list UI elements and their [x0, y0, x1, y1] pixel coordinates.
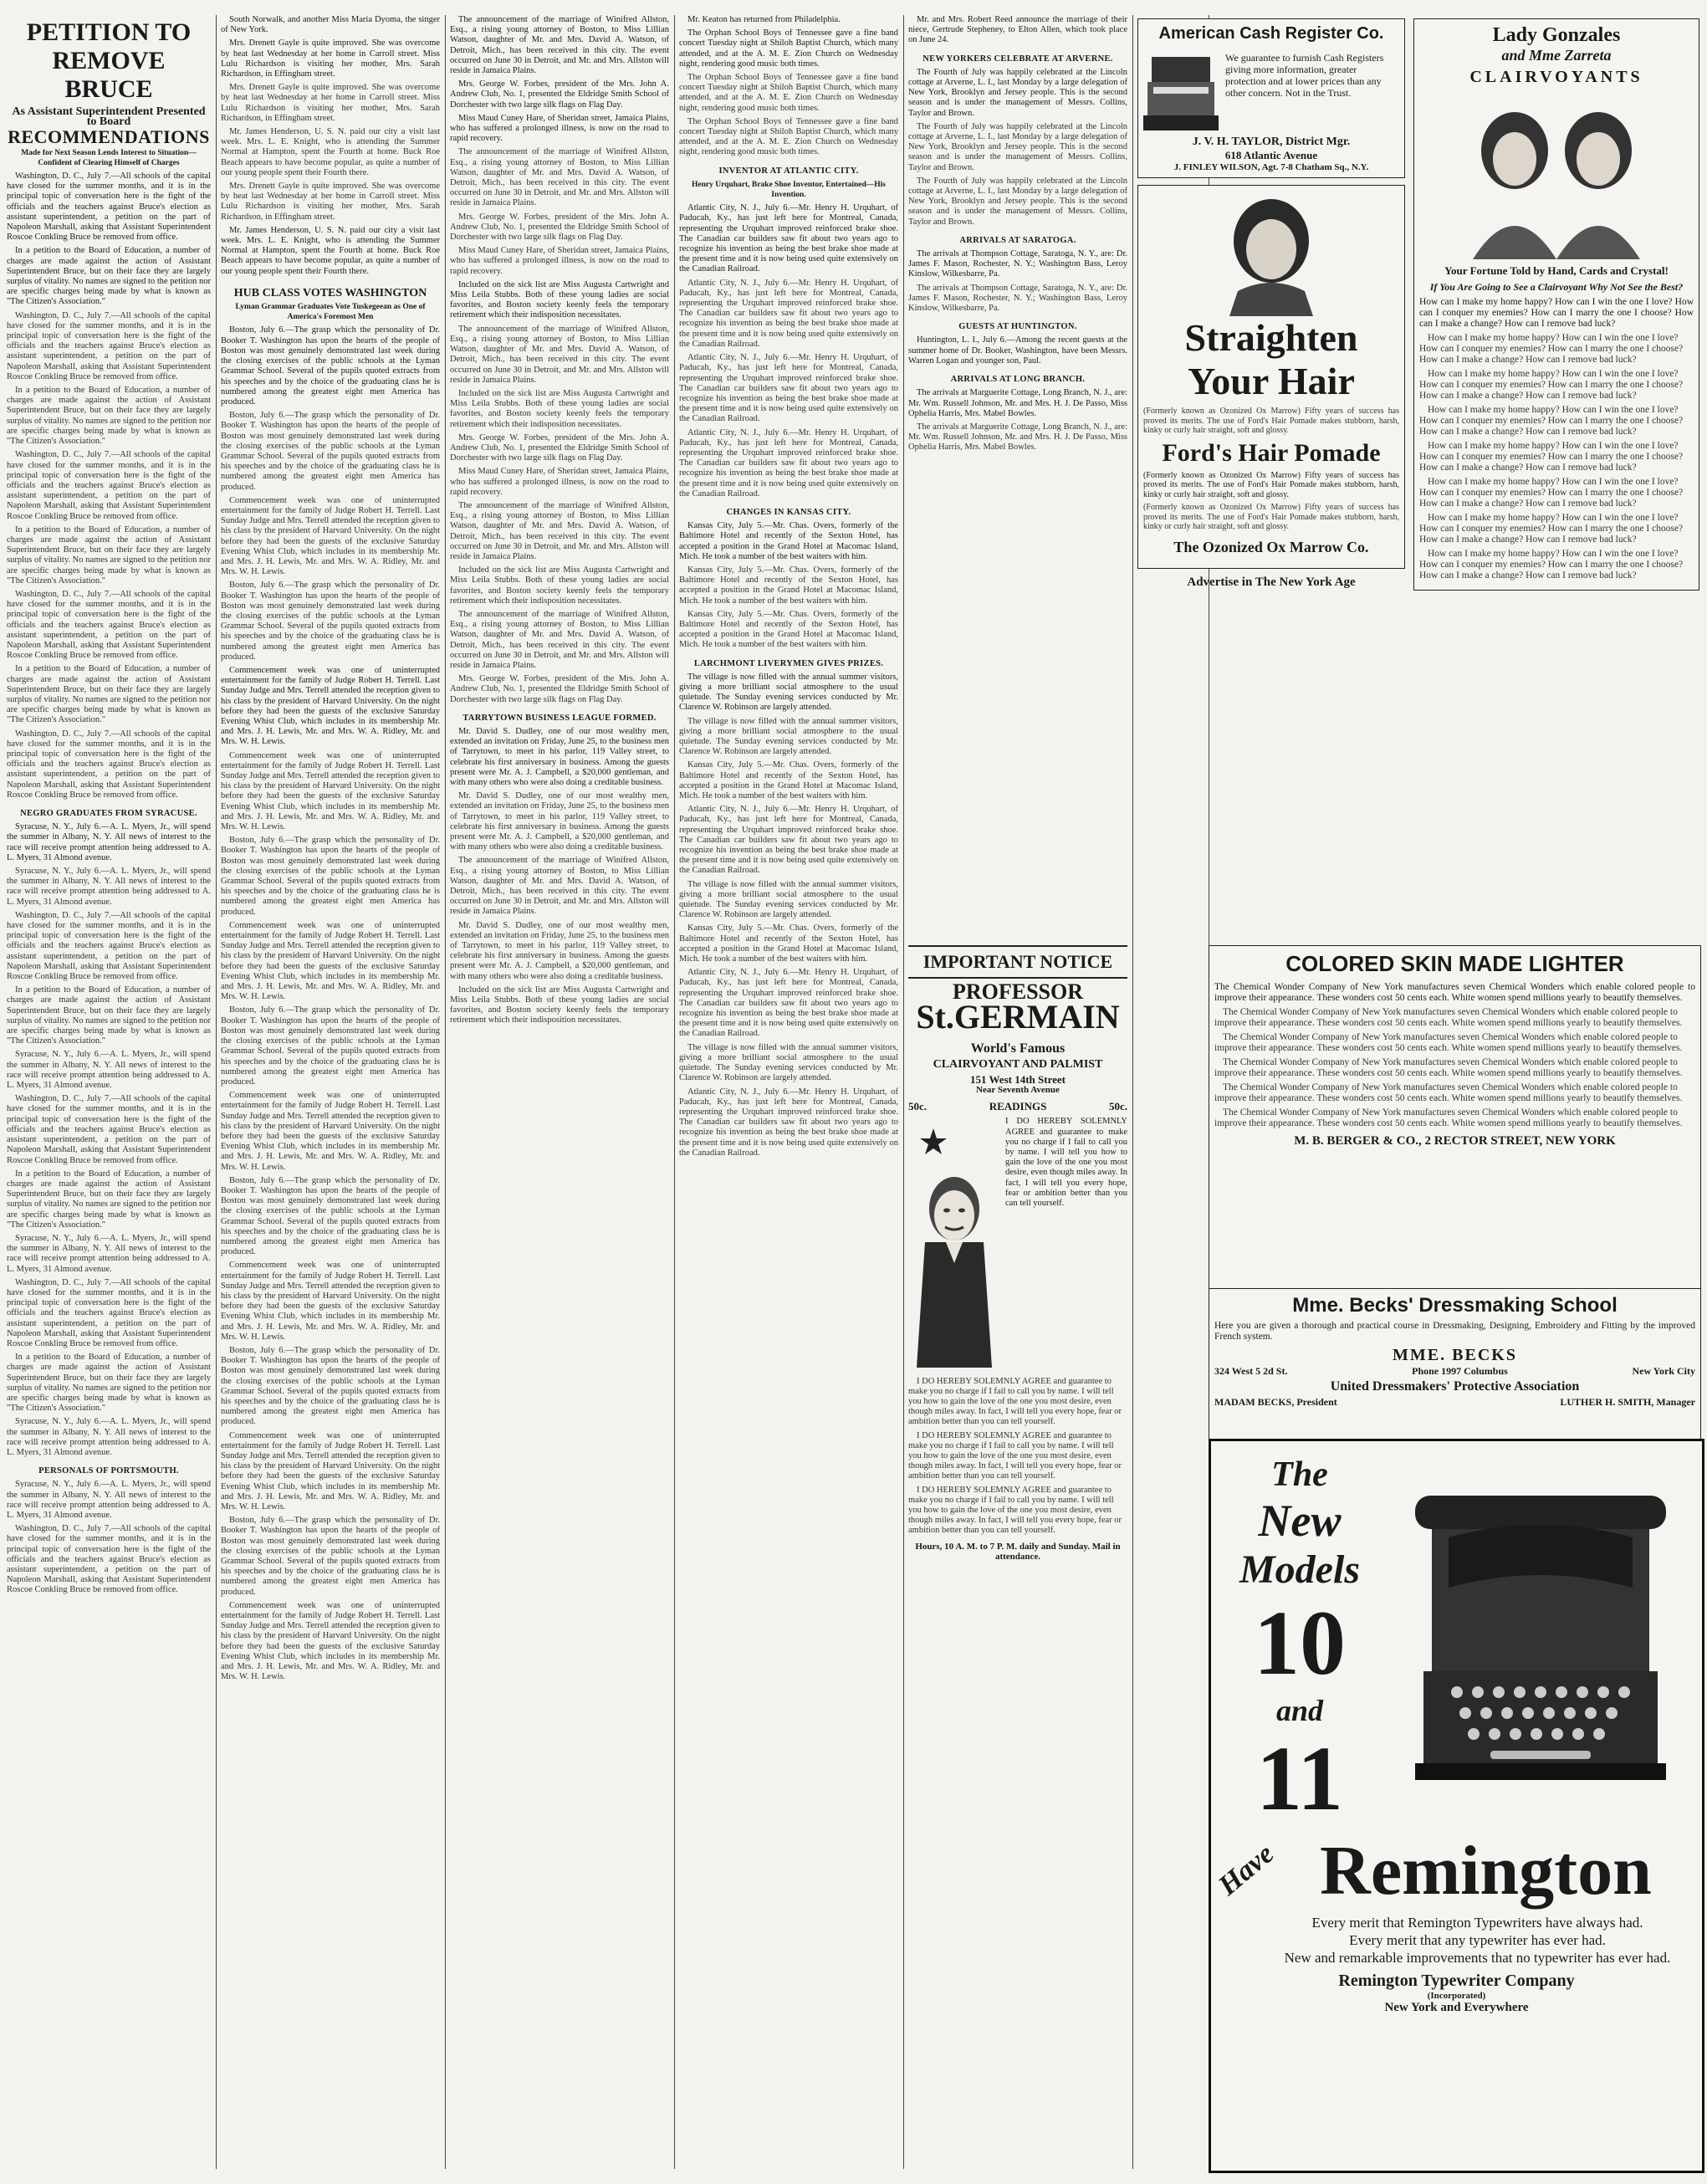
article-paragraph: Mrs. Drenett Gayle is quite improved. She was overcome by heat last Wednesday at her home in Carroll street. Miss Lulu Richardson is visiting her mother, Mrs. Sarah Richardson, in Effingham street.: [221, 83, 440, 123]
lady-gonzales-ad: [1413, 18, 1699, 591]
article-paragraph: Mr. David S. Dudley, one of our most wealthy men, extended an invitation on Friday, June 25, to the business men of Tarrytown, to meet in his parlor, 119 Valley street, to celebrate his first anniversary in business. Among the guests present were Mr. A. J. Campbell, a $20,000 gentleman, and with many others who were also doing a creditable business.: [450, 727, 669, 788]
article-paragraph: Washington, D. C., July 7.—All schools of the capital have closed for the summer months, and it is in the principal topic of conversation here is the fight of the officials and the teachers against Bruce's election as assistant superintendent, a petition on the part of Napoleon Marshall, asking that Assistant Superintendent Roscoe Conkling Bruce be removed from office.: [7, 729, 211, 800]
article-paragraph: The village is now filled with the annual summer visitors, giving a more brilliant social atmosphere to the usual quietude. The Sunday evening services conducted by Mr. Clarence W. Robinson are largely attended.: [679, 879, 898, 920]
skin-paragraph: The Chemical Wonder Company of New York manufactures seven Chemical Wonders which enable colored people to improve their appearance. These wonders cost 50 cents each. White women spend millions yearly to beautify themselves.: [1214, 1057, 1683, 1078]
notice-tag-1: World's Famous: [970, 1041, 1066, 1056]
st-germain-notice: [908, 945, 1127, 2166]
skin-paragraph: The Chemical Wonder Company of New York manufactures seven Chemical Wonders which enable colored people to improve their appearance. These wonders cost 50 cents each. White women spend millions yearly to beautify themselves.: [1214, 1007, 1683, 1028]
cash-register-agent: J. FINLEY WILSON, Agt. 7-8 Chatham Sq., N.Y.: [1173, 162, 1369, 172]
becks-manager: LUTHER H. SMITH, Manager: [1560, 1396, 1695, 1408]
becks-address-row: [1214, 1365, 1695, 1378]
straighten-hair-title: Straighten Your Hair: [1184, 316, 1358, 402]
article-paragraph: The arrivals at Thompson Cottage, Saratoga, N. Y., are: Dr. James F. Mason, Rochester, N. Y.; Washington Bass, Leroy Kinslow, Wilkesbarre, Pa.: [908, 249, 1127, 279]
skin-paragraph: The Chemical Wonder Company of New York manufactures seven Chemical Wonders which enable colored people to improve their appearance. These wonders cost 50 cents each. White women spend millions yearly to beautify themselves.: [1214, 1107, 1683, 1128]
lady-paragraph: How can I make my home happy? How can I win the one I love? How can I conquer my enemies? How can I marry the one I choose? How can I make a change? How can I remove bad luck?: [1419, 405, 1684, 437]
lady-paragraph: How can I make my home happy? How can I win the one I love? How can I conquer my enemies? How can I marry the one I choose? How can I make a change? How can I remove bad luck?: [1419, 333, 1684, 365]
article-headline: HUB CLASS VOTES WASHINGTON: [233, 286, 427, 299]
notice-price-right: 50c.: [1108, 1100, 1127, 1113]
article-paragraph: Atlantic City, N. J., July 6.—Mr. Henry H. Urquhart, of Paducah, Ky., has just left here for Montreal, Canada, representing the Urquhart improved reinforced brake shoe. The Canadian car builders saw fit about two years ago to recognize his invention as being the best brake shoe made at the present time and it is now being used quite extensively on the Canadian Railroad.: [679, 353, 898, 424]
article-paragraph: Washington, D. C., July 7.—All schools of the capital have closed for the summer months, and it is in the principal topic of conversation here is the fight of the officials and the teachers against Bruce's election as assistant superintendent, a petition on the part of Napoleon Marshall, asking that Assistant Superintendent Roscoe Conkling Bruce be removed from office.: [7, 171, 211, 243]
remington-new: New: [1258, 1496, 1342, 1546]
remington-10: 10: [1254, 1592, 1346, 1694]
column-rule: [1132, 15, 1133, 2169]
becks-address: 324 West 5 2d St.: [1214, 1365, 1288, 1377]
skin-title: COLORED SKIN MADE LIGHTER: [1285, 951, 1624, 976]
article-paragraph: Mr. James Henderson, U. S. N. paid our city a visit last week. Mrs. L. E. Knight, who is attending the Summer Normal at Hampton, spent the Fourth at home. Buck Roe Beach appears to have become popular, as quite a number of our young people spent their Fourth there.: [221, 225, 440, 276]
article-paragraph: Mrs. George W. Forbes, president of the Mrs. John A. Andrew Club, No. 1, presented the Eldridge Smith School of Dorchester with two large silk flags on Flag Day.: [450, 79, 669, 110]
becks-ad: [1209, 1288, 1701, 1442]
article-paragraph: Miss Maud Cuney Hare, of Sheridan street, Jamaica Plains, who has suffered a prolonged illness, is now on the road to rapid recovery.: [450, 246, 669, 276]
article-paragraph: The village is now filled with the annual summer visitors, giving a more brilliant social atmosphere to the usual quietude. The Sunday evening services conducted by Mr. Clarence W. Robinson are largely attended.: [679, 716, 898, 757]
article-paragraph: Commencement week was one of uninterrupted entertainment for the family of Judge Robert H. Terrell. Last Sunday Judge and Mrs. Terrell attended the reception given to his class by the president of Harvard University. On the night before they had been the guests of the exclusive Saturday Evening Whist Club, which includes in its membership Mr. and Mrs. J. H. Lewis, Mr. and Mrs. W. A. Ridley, Mr. and Mrs. W. H. Lewis.: [221, 1600, 440, 1682]
two-women-image: [1419, 92, 1694, 259]
article-paragraph: Boston, July 6.—The grasp which the personality of Dr. Booker T. Washington has upon the hearts of the people of Boston was most genuinely demonstrated last week during the closing exercises of the public schools at the Lyman Grammar School. Several of the pupils quoted extracts from his speeches and by the choice of the graduating class he is numbered among the greatest eight men America has produced.: [221, 1516, 440, 1597]
lady-paragraph: How can I make my home happy? How can I win the one I love? How can I conquer my enemies? How can I marry the one I choose? How can I make a change? How can I remove bad luck?: [1419, 549, 1684, 581]
article-paragraph: Atlantic City, N. J., July 6.—Mr. Henry H. Urquhart, of Paducah, Ky., has just left here for Montreal, Canada, representing the Urquhart improved reinforced brake shoe. The Canadian car builders saw fit about two years ago to recognize his invention as being the best brake shoe made at the present time and it is now being used quite extensively on the Canadian Railroad.: [679, 1087, 898, 1158]
article-paragraph: The village is now filled with the annual summer visitors, giving a more brilliant social atmosphere to the usual quietude. The Sunday evening services conducted by Mr. Clarence W. Robinson are largely attended.: [679, 672, 898, 713]
article-paragraph: Washington, D. C., July 7.—All schools of the capital have closed for the summer months, and it is in the principal topic of conversation here is the fight of the officials and the teachers against Bruce's election as assistant superintendent, a petition on the part of Napoleon Marshall, asking that Assistant Superintendent Roscoe Conkling Bruce be removed from office.: [7, 1524, 211, 1595]
becks-city: New York City: [1632, 1365, 1695, 1377]
article-deck: Henry Urquhart, Brake Shoe Inventor, Entertained—His Invention.: [692, 180, 886, 200]
becks-association: United Dressmakers' Protective Association: [1330, 1379, 1580, 1394]
section-head: ARRIVALS AT LONG BRANCH.: [950, 375, 1086, 385]
becks-phone: Phone 1997 Columbus: [1412, 1365, 1508, 1377]
article-paragraph: Huntington, L. I., July 6.—Among the recent guests at the summer home of Dr. Booker, Washington, have been Messrs. Warren Logan and younger son, Paul.: [908, 335, 1127, 366]
notice-readings: READINGS: [989, 1100, 1047, 1113]
article-paragraph: The announcement of the marriage of Winifred Allston, Esq., a rising young attorney of Boston, to Miss Lillian Watson, daughter of Mr. and Mrs. David A. Watson, of Detroit, Mich., has been received in this city. The event occurred on June 30 in Detroit, and Mr. and Mrs. Allston will reside in Jamaica Plains.: [450, 500, 669, 561]
article-paragraph: The announcement of the marriage of Winifred Allston, Esq., a rising young attorney of Boston, to Miss Lillian Watson, daughter of Mr. and Mrs. David A. Watson, of Detroit, Mich., has been received in this city. The event occurred on June 30 in Detroit, and Mr. and Mrs. Allston will reside in Jamaica Plains.: [450, 609, 669, 670]
section-head: LARCHMONT LIVERYMEN GIVES PRIZES.: [693, 658, 884, 668]
article-paragraph: Boston, July 6.—The grasp which the personality of Dr. Booker T. Washington has upon the hearts of the people of Boston was most genuinely demonstrated last week during the closing exercises of the public schools at the Lyman Grammar School. Several of the pupils quoted extracts from his speeches and by the choice of the graduating class he is numbered among the greatest eight men America has produced.: [221, 836, 440, 917]
article-paragraph: Washington, D. C., July 7.—All schools of the capital have closed for the summer months, and it is in the principal topic of conversation here is the fight of the officials and the teachers against Bruce's election as assistant superintendent, a petition on the part of Napoleon Marshall, asking that Assistant Superintendent Roscoe Conkling Bruce be removed from office.: [7, 450, 211, 521]
article-paragraph: Commencement week was one of uninterrupted entertainment for the family of Judge Robert H. Terrell. Last Sunday Judge and Mrs. Terrell attended the reception given to his class by the president of Harvard University. On the night before they had been the guests of the exclusive Saturday Evening Whist Club, which includes in its membership Mr. and Mrs. J. H. Lewis, Mr. and Mrs. W. A. Ridley, Mr. and Mrs. W. H. Lewis.: [221, 1261, 440, 1342]
notice-name-1: PROFESSOR: [952, 979, 1084, 1005]
article-paragraph: In a petition to the Board of Education, a number of charges are made against the action of Assistant Superintendent Bruce, but on their face they are largely surplus of vitality. No names are signed to the petition nor are specific charges being made by what is known as "The Citizen's Association.": [7, 1353, 211, 1414]
article-paragraph: Mrs. George W. Forbes, president of the Mrs. John A. Andrew Club, No. 1, presented the Eldridge Smith School of Dorchester with two large silk flags on Flag Day.: [450, 674, 669, 704]
lady-paragraph: How can I make my home happy? How can I win the one I love? How can I conquer my enemies? How can I marry the one I choose? How can I make a change? How can I remove bad luck?: [1419, 477, 1684, 509]
remington-ad: [1209, 1439, 1704, 2173]
article-paragraph: In a petition to the Board of Education, a number of charges are made against the action of Assistant Superintendent Bruce, but on their face they are largely surplus of vitality. No names are signed to the petition nor are specific charges being made by what is known as "The Citizen's Association.": [7, 246, 211, 307]
article-paragraph: Washington, D. C., July 7.—All schools of the capital have closed for the summer months, and it is in the principal topic of conversation here is the fight of the officials and the teachers against Bruce's election as assistant superintendent, a petition on the part of Napoleon Marshall, asking that Assistant Superintendent Roscoe Conkling Bruce be removed from office.: [7, 589, 211, 661]
article-paragraph: Boston, July 6.—The grasp which the personality of Dr. Booker T. Washington has upon the hearts of the people of Boston was most genuinely demonstrated last week during the closing exercises of the public schools at the Lyman Grammar School. Several of the pupils quoted extracts from his speeches and by the choice of the graduating class he is numbered among the greatest eight men America has produced.: [221, 1175, 440, 1257]
article-paragraph: Washington, D. C., July 7.—All schools of the capital have closed for the summer months, and it is in the principal topic of conversation here is the fight of the officials and the teachers against Bruce's election as assistant superintendent, a petition on the part of Napoleon Marshall, asking that Assistant Superintendent Roscoe Conkling Bruce be removed from office.: [7, 310, 211, 381]
notice-title: IMPORTANT NOTICE: [922, 951, 1113, 972]
section-head: INVENTOR AT ATLANTIC CITY.: [718, 166, 859, 176]
notice-price-left: 50c.: [908, 1100, 928, 1113]
cash-register-mgr: J. V. H. TAYLOR, District Mgr.: [1192, 136, 1351, 148]
article-paragraph: Syracuse, N. Y., July 6.—A. L. Myers, Jr., will spend the summer in Albany, N. Y. All news of interest to the race will receive prompt attention being addressed to A. L. Myers, 31 Almond avenue.: [7, 822, 211, 862]
ad-column-right: [1413, 15, 1699, 952]
skin-text: The Chemical Wonder Company of New York manufactures seven Chemical Wonders which enable colored people to improve their appearance. These wonders cost 50 cents each. White women spend millions yearly to beautify themselves.: [1214, 982, 1695, 1003]
article-paragraph: Washington, D. C., July 7.—All schools of the capital have closed for the summer months, and it is in the principal topic of conversation here is the fight of the officials and the teachers against Bruce's election as assistant superintendent, a petition on the part of Napoleon Marshall, asking that Assistant Superintendent Roscoe Conkling Bruce be removed from office.: [7, 1094, 211, 1165]
lady-paragraph: How can I make my home happy? How can I win the one I love? How can I conquer my enemies? How can I marry the one I choose? How can I make a change? How can I remove bad luck?: [1419, 369, 1684, 401]
becks-text: Here you are given a thorough and practical course in Dressmaking, Designing, Embroidery and Fitting by the improved French system.: [1214, 1321, 1695, 1342]
becks-title: Mme. Becks' Dressmaking School: [1292, 1294, 1618, 1317]
remington-line-3: New and remarkable improvements that no typewriter has ever had.: [1284, 1950, 1671, 1966]
lady-text: How can I make my home happy? How can I win the one I love? How can I conquer my enemies? How can I marry the one I choose? How can I make a change? How can I remove bad luck?: [1419, 297, 1694, 329]
article-paragraph: Kansas City, July 5.—Mr. Chas. Overs, formerly of the Baltimore Hotel and recently of the Sexton Hotel, has accepted a position in the Grand Hotel at Macomac Island, Mich. He took a number of the best waiters with him.: [679, 609, 898, 650]
column-rule: [216, 15, 217, 2169]
remington-11: 11: [1256, 1727, 1343, 1829]
cash-register-title: American Cash Register Co.: [1158, 24, 1384, 43]
headline-recommendations: RECOMMENDATIONS: [8, 126, 210, 148]
colored-skin-ad: [1209, 945, 1701, 1291]
article-paragraph: Boston, July 6.—The grasp which the personality of Dr. Booker T. Washington has upon the hearts of the people of Boston was most genuinely demonstrated last week during the closing exercises of the public schools at the Lyman Grammar School. Several of the pupils quoted extracts from his speeches and by the choice of the graduating class he is numbered among the greatest eight men America has produced.: [221, 1345, 440, 1427]
article-paragraph: In a petition to the Board of Education, a number of charges are made against the action of Assistant Superintendent Bruce, but on their face they are largely surplus of vitality. No names are signed to the petition nor are specific charges being made by what is known as "The Citizen's Association.": [7, 1169, 211, 1230]
column-3: [450, 15, 669, 2169]
article-paragraph: The announcement of the marriage of Winifred Allston, Esq., a rising young attorney of Boston, to Miss Lillian Watson, daughter of Mr. and Mrs. David A. Watson, of Detroit, Mich., has been received in this city. The event occurred on June 30 in Detroit, and Mr. and Mrs. Allston will reside in Jamaica Plains.: [450, 856, 669, 917]
article-paragraph: Included on the sick list are Miss Augusta Cartwright and Miss Leila Stubbs. Both of these young ladies are social favorites, and Boston society keenly feels the temporary retirement which their indisposition necessitates.: [450, 985, 669, 1026]
article-paragraph: The Orphan School Boys of Tennessee gave a fine band concert Tuesday night at Shiloh Baptist Church, which many attended, and at the A. M. E. Zion Church on Wednesday night, rendering good music both times.: [679, 28, 898, 69]
article-paragraph: Commencement week was one of uninterrupted entertainment for the family of Judge Robert H. Terrell. Last Sunday Judge and Mrs. Terrell attended the reception given to his class by the president of Harvard University. On the night before they had been the guests of the exclusive Saturday Evening Whist Club, which includes in its membership Mr. and Mrs. J. H. Lewis, Mr. and Mrs. W. A. Ridley, Mr. and Mrs. W. H. Lewis.: [221, 665, 440, 747]
article-paragraph: In a petition to the Board of Education, a number of charges are made against the action of Assistant Superintendent Bruce, but on their face they are largely surplus of vitality. No names are signed to the petition nor are specific charges being made by what is known as "The Citizen's Association.": [7, 386, 211, 447]
article-paragraph: The Orphan School Boys of Tennessee gave a fine band concert Tuesday night at Shiloh Baptist Church, which many attended, and at the A. M. E. Zion Church on Wednesday night, rendering good music both times.: [679, 116, 898, 157]
notice-address: 151 West 14th Street: [970, 1072, 1066, 1086]
cash-register-icon: [1143, 49, 1219, 132]
article-paragraph: Atlantic City, N. J., July 6.—Mr. Henry H. Urquhart, of Paducah, Ky., has just left here for Montreal, Canada, representing the Urquhart improved reinforced brake shoe. The Canadian car builders saw fit about two years ago to recognize his invention as being the best brake shoe made at the present time and it is now being used quite extensively on the Canadian Railroad.: [679, 805, 898, 876]
skin-paragraph: The Chemical Wonder Company of New York manufactures seven Chemical Wonders which enable colored people to improve their appearance. These wonders cost 50 cents each. White women spend millions yearly to beautify themselves.: [1214, 1032, 1683, 1053]
remington-where: New York and Everywhere: [1384, 2001, 1529, 2014]
article-paragraph: Commencement week was one of uninterrupted entertainment for the family of Judge Robert H. Terrell. Last Sunday Judge and Mrs. Terrell attended the reception given to his class by the president of Harvard University. On the night before they had been the guests of the exclusive Saturday Evening Whist Club, which includes in its membership Mr. and Mrs. J. H. Lewis, Mr. and Mrs. W. A. Ridley, Mr. and Mrs. W. H. Lewis.: [221, 495, 440, 577]
headline-subhead: As Assistant Superintendent Presented to Board: [12, 105, 206, 129]
lady-title: Lady Gonzales: [1492, 24, 1621, 46]
skin-paragraph: The Chemical Wonder Company of New York manufactures seven Chemical Wonders which enable colored people to improve their appearance. These wonders cost 50 cents each. White women spend millions yearly to beautify themselves.: [1214, 1082, 1683, 1103]
article-paragraph: The Fourth of July was happily celebrated at the Lincoln cottage at Arverne, L. I., last Monday by a large delegation of New York, Brooklyn and Jersey people. This is the second season and is under the management of Messrs. Collins, Taylor and Brown.: [908, 67, 1127, 118]
article-paragraph: Kansas City, July 5.—Mr. Chas. Overs, formerly of the Baltimore Hotel and recently of the Sexton Hotel, has accepted a position in the Grand Hotel at Macomac Island, Mich. He took a number of the best waiters with him.: [679, 521, 898, 561]
article-paragraph: Mr. David S. Dudley, one of our most wealthy men, extended an invitation on Friday, June 25, to the business men of Tarrytown, to meet in his parlor, 119 Valley street, to celebrate his first anniversary in business. Among the guests present were Mr. A. J. Campbell, a $20,000 gentleman, and with many others who were also doing a creditable business.: [450, 920, 669, 981]
article-paragraph: Washington, D. C., July 7.—All schools of the capital have closed for the summer months, and it is in the principal topic of conversation here is the fight of the officials and the teachers against Bruce's election as assistant superintendent, a petition on the part of Napoleon Marshall, asking that Assistant Superintendent Roscoe Conkling Bruce be removed from office.: [7, 910, 211, 982]
article-paragraph: The Fourth of July was happily celebrated at the Lincoln cottage at Arverne, L. I., last Monday by a large delegation of New York, Brooklyn and Jersey people. This is the second season and is under the management of Messrs. Collins, Taylor and Brown.: [908, 121, 1127, 172]
remington-have: Have: [1212, 1838, 1280, 1902]
ford-company: The Ozonized Ox Marrow Co.: [1173, 538, 1369, 555]
article-paragraph: Boston, July 6.—The grasp which the personality of Dr. Booker T. Washington has upon the hearts of the people of Boston was most genuinely demonstrated last week during the closing exercises of the public schools at the Lyman Grammar School. Several of the pupils quoted extracts from his speeches and by the choice of the graduating class he is numbered among the greatest eight men America has produced.: [221, 325, 440, 407]
article-paragraph: Kansas City, July 5.—Mr. Chas. Overs, formerly of the Baltimore Hotel and recently of the Sexton Hotel, has accepted a position in the Grand Hotel at Macomac Island, Mich. He took a number of the best waiters with him.: [679, 565, 898, 606]
article-paragraph: Commencement week was one of uninterrupted entertainment for the family of Judge Robert H. Terrell. Last Sunday Judge and Mrs. Terrell attended the reception given to his class by the president of Harvard University. On the night before they had been the guests of the exclusive Saturday Evening Whist Club, which includes in its membership Mr. and Mrs. J. H. Lewis, Mr. and Mrs. W. A. Ridley, Mr. and Mrs. W. H. Lewis.: [221, 1430, 440, 1512]
article-paragraph: Boston, July 6.—The grasp which the personality of Dr. Booker T. Washington has upon the hearts of the people of Boston was most genuinely demonstrated last week during the closing exercises of the public schools at the Lyman Grammar School. Several of the pupils quoted extracts from his speeches and by the choice of the graduating class he is numbered among the greatest eight men America has produced.: [221, 1005, 440, 1087]
article-paragraph: In a petition to the Board of Education, a number of charges are made against the action of Assistant Superintendent Bruce, but on their face they are largely surplus of vitality. No names are signed to the petition nor are specific charges being made by what is known as "The Citizen's Association.": [7, 524, 211, 586]
column-rule: [903, 15, 904, 2169]
cash-register-text: We guarantee to furnish Cash Registers giving more information, greater protection and at lower prices than any other concern. Not in the Trust.: [1225, 52, 1384, 99]
gutter: [1137, 945, 1204, 2158]
article-paragraph: Kansas City, July 5.—Mr. Chas. Overs, formerly of the Baltimore Hotel and recently of the Sexton Hotel, has accepted a position in the Grand Hotel at Macomac Island, Mich. He took a number of the best waiters with him.: [679, 923, 898, 964]
article-paragraph: Syracuse, N. Y., July 6.—A. L. Myers, Jr., will spend the summer in Albany, N. Y. All news of interest to the race will receive prompt attention being addressed to A. L. Myers, 31 Almond avenue.: [7, 1050, 211, 1091]
remington-the: The: [1271, 1455, 1328, 1494]
notice-text: I DO HEREBY SOLEMNLY AGREE and guarantee to make you no charge if I fail to call you by name. I will tell you how to gain the love of the one you most desire, even though miles away. In fact, I will tell you every hope, fear or ambition better than you can tell yourself.: [1005, 1117, 1127, 1209]
column-1: [7, 15, 211, 2169]
article-paragraph: Syracuse, N. Y., July 6.—A. L. Myers, Jr., will spend the summer in Albany, N. Y. All news of interest to the race will receive prompt attention being addressed to A. L. Myers, 31 Almond avenue.: [7, 1480, 211, 1520]
notice-paragraph: I DO HEREBY SOLEMNLY AGREE and guarantee to make you no charge if I fail to call you by name. I will tell you how to gain the love of the one you most desire, even though miles away. In fact, I will tell you every hope, fear or ambition better than you can tell yourself.: [908, 1430, 1122, 1481]
cash-register-address: 618 Atlantic Avenue: [1224, 149, 1318, 161]
article-paragraph: Commencement week was one of uninterrupted entertainment for the family of Judge Robert H. Terrell. Last Sunday Judge and Mrs. Terrell attended the reception given to his class by the president of Harvard University. On the night before they had been the guests of the exclusive Saturday Evening Whist Club, which includes in its membership Mr. and Mrs. J. H. Lewis, Mr. and Mrs. W. A. Ridley, Mr. and Mrs. W. H. Lewis.: [221, 750, 440, 832]
section-head: NEGRO GRADUATES FROM SYRACUSE.: [20, 809, 197, 818]
becks-name: MME. BECKS: [1393, 1346, 1517, 1364]
article-paragraph: Mrs. George W. Forbes, president of the Mrs. John A. Andrew Club, No. 1, presented the Eldridge Smith School of Dorchester with two large silk flags on Flag Day.: [450, 212, 669, 243]
notice-paragraph: I DO HEREBY SOLEMNLY AGREE and guarantee to make you no charge if I fail to call you by name. I will tell you how to gain the love of the one you most desire, even though miles away. In fact, I will tell you every hope, fear or ambition better than you can tell yourself.: [908, 1485, 1122, 1536]
remington-models: Models: [1239, 1547, 1360, 1592]
article-paragraph: Syracuse, N. Y., July 6.—A. L. Myers, Jr., will spend the summer in Albany, N. Y. All news of interest to the race will receive prompt attention being addressed to A. L. Myers, 31 Almond avenue.: [7, 1417, 211, 1457]
section-head: ARRIVALS AT SARATOGA.: [959, 235, 1076, 245]
article-deck: Lyman Grammar Graduates Vote Tuskegeean as One of America's Foremost Men: [235, 303, 426, 322]
article-paragraph: The Orphan School Boys of Tennessee gave a fine band concert Tuesday night at Shiloh Baptist Church, which many attended, and at the A. M. E. Zion Church on Wednesday night, rendering good music both times.: [679, 73, 898, 113]
article-paragraph: The announcement of the marriage of Winifred Allston, Esq., a rising young attorney of Boston, to Miss Lillian Watson, daughter of Mr. and Mrs. David A. Watson, of Detroit, Mich., has been received in this city. The event occurred on June 30 in Detroit, and Mr. and Mrs. Allston will reside in Jamaica Plains.: [450, 324, 669, 385]
ford-text-repeat: (Formerly known as Ozonized Ox Marrow) Fifty years of success has proved its merits. The use of Ford's Hair Pomade makes stubborn, harsh, kinky or curly hair straight, soft and glossy.: [1143, 503, 1399, 531]
article-paragraph: Washington, D. C., July 7.—All schools of the capital have closed for the summer months, and it is in the principal topic of conversation here is the fight of the officials and the teachers against Bruce's election as assistant superintendent, a petition on the part of Napoleon Marshall, asking that Assistant Superintendent Roscoe Conkling Bruce be removed from office.: [7, 1277, 211, 1348]
article-paragraph: Included on the sick list are Miss Augusta Cartwright and Miss Leila Stubbs. Both of these young ladies are social favorites, and Boston society keenly feels the temporary retirement which their indisposition necessitates.: [450, 388, 669, 429]
article-paragraph: Commencement week was one of uninterrupted entertainment for the family of Judge Robert H. Terrell. Last Sunday Judge and Mrs. Terrell attended the reception given to his class by the president of Harvard University. On the night before they had been the guests of the exclusive Saturday Evening Whist Club, which includes in its membership Mr. and Mrs. J. H. Lewis, Mr. and Mrs. W. A. Ridley, Mr. and Mrs. W. H. Lewis.: [221, 1091, 440, 1172]
notice-address-2: Near Seventh Avenue: [976, 1085, 1060, 1096]
section-head: NEW YORKERS CELEBRATE AT ARVERNE.: [922, 54, 1113, 64]
notice-paragraph: I DO HEREBY SOLEMNLY AGREE and guarantee to make you no charge if I fail to call you by name. I will tell you how to gain the love of the one you most desire, even though miles away. In fact, I will tell you every hope, fear or ambition better than you can tell yourself.: [908, 1376, 1122, 1427]
remington-incorporated: (Incorporated): [1427, 1991, 1486, 2001]
article-paragraph: Mr. David S. Dudley, one of our most wealthy men, extended an invitation on Friday, June 25, to the business men of Tarrytown, to meet in his parlor, 119 Valley street, to celebrate his first anniversary in business. Among the guests present were Mr. A. J. Campbell, a $20,000 gentleman, and with many others who were also doing a creditable business.: [450, 791, 669, 852]
article-paragraph: Atlantic City, N. J., July 6.—Mr. Henry H. Urquhart, of Paducah, Ky., has just left here for Montreal, Canada, representing the Urquhart improved reinforced brake shoe. The Canadian car builders saw fit about two years ago to recognize his invention as being the best brake shoe made at the present time and it is now being used quite extensively on the Canadian Railroad.: [679, 427, 898, 499]
article-paragraph: Mrs. Drenett Gayle is quite improved. She was overcome by heat last Wednesday at her home in Carroll street. Miss Lulu Richardson is visiting her mother, Mrs. Sarah Richardson, in Effingham street.: [221, 182, 440, 222]
main-headline: PETITION TO REMOVE BRUCE: [26, 18, 192, 103]
ford-text: (Formerly known as Ozonized Ox Marrow) Fifty years of success has proved its merits. The use of Ford's Hair Pomade makes stubborn, harsh, kinky or curly hair straight, soft and glossy.: [1143, 470, 1399, 499]
article-paragraph: Included on the sick list are Miss Augusta Cartwright and Miss Leila Stubbs. Both of these young ladies are social favorites, and Boston society keenly feels the temporary retirement which their indisposition necessitates.: [450, 279, 669, 320]
remington-and: and: [1275, 1694, 1324, 1727]
lady-paragraph: How can I make my home happy? How can I win the one I love? How can I conquer my enemies? How can I marry the one I choose? How can I make a change? How can I remove bad luck?: [1419, 441, 1684, 473]
article-paragraph: The arrivals at Thompson Cottage, Saratoga, N. Y., are: Dr. James F. Mason, Rochester, N. Y.; Washington Bass, Leroy Kinslow, Wilkesbarre, Pa.: [908, 283, 1127, 314]
headline-deck: Made for Next Season Lends Interest to Situation—Confident of Clearing Himself of Charges: [21, 148, 197, 167]
lady-paragraph: How can I make my home happy? How can I win the one I love? How can I conquer my enemies? How can I marry the one I choose? How can I make a change? How can I remove bad luck?: [1419, 513, 1684, 545]
article-paragraph: Mrs. George W. Forbes, president of the Mrs. John A. Andrew Club, No. 1, presented the Eldridge Smith School of Dorchester with two large silk flags on Flag Day.: [450, 432, 669, 463]
advertise-caption: Advertise in The New York Age: [1187, 575, 1356, 589]
article-paragraph: The Fourth of July was happily celebrated at the Lincoln cottage at Arverne, L. I., last Monday by a large delegation of New York, Brooklyn and Jersey people. This is the second season and is under the management of Messrs. Collins, Taylor and Brown.: [908, 176, 1127, 227]
notice-tag-2: CLAIRVOYANT AND PALMIST: [933, 1057, 1103, 1071]
article-paragraph: Atlantic City, N. J., July 6.—Mr. Henry H. Urquhart, of Paducah, Ky., has just left here for Montreal, Canada, representing the Urquhart improved reinforced brake shoe. The Canadian car builders saw fit about two years ago to recognize his invention as being the best brake shoe made at the present time and it is now being used quite extensively on the Canadian Railroad.: [679, 278, 898, 349]
article-paragraph: Mrs. Drenett Gayle is quite improved. She was overcome by heat last Wednesday at her home in Carroll street. Miss Lulu Richardson is visiting her mother, Mrs. Sarah Richardson, in Effingham street.: [221, 38, 440, 79]
skin-company: M. B. BERGER & CO., 2 RECTOR STREET, NEW YORK: [1294, 1134, 1616, 1148]
column-rule: [674, 15, 675, 2169]
article-paragraph: Commencement week was one of uninterrupted entertainment for the family of Judge Robert H. Terrell. Last Sunday Judge and Mrs. Terrell attended the reception given to his class by the president of Harvard University. On the night before they had been the guests of the exclusive Saturday Evening Whist Club, which includes in its membership Mr. and Mrs. J. H. Lewis, Mr. and Mrs. W. A. Ridley, Mr. and Mrs. W. H. Lewis.: [221, 920, 440, 1002]
article-paragraph: The village is now filled with the annual summer visitors, giving a more brilliant social atmosphere to the usual quietude. The Sunday evening services conducted by Mr. Clarence W. Robinson are largely attended.: [679, 1042, 898, 1083]
lady-question: If You Are Going to See a Clairvoyant Why Not See the Best?: [1429, 281, 1684, 293]
notice-readings-row: [908, 1102, 1127, 1112]
remington-company: Remington Typewriter Company: [1338, 1972, 1575, 1990]
article-paragraph: The announcement of the marriage of Winifred Allston, Esq., a rising young attorney of Boston, to Miss Lillian Watson, daughter of Mr. and Mrs. David A. Watson, of Detroit, Mich., has been received in this city. The event occurred on June 30 in Detroit, and Mr. and Mrs. Allston will reside in Jamaica Plains.: [450, 147, 669, 208]
notice-hours: Hours, 10 A. M. to 7 P. M. daily and Sunday. Mail in attendance.: [915, 1541, 1121, 1562]
becks-officers-row: [1214, 1396, 1695, 1409]
column-2: [221, 15, 440, 2169]
section-head: CHANGES IN KANSAS CITY.: [726, 507, 851, 517]
section-head: PERSONALS OF PORTSMOUTH.: [38, 1466, 179, 1476]
article-paragraph: Included on the sick list are Miss Augusta Cartwright and Miss Leila Stubbs. Both of these young ladies are social favorites, and Boston society keenly feels the temporary retirement which their indisposition necessitates.: [450, 565, 669, 606]
becks-president: MADAM BECKS, President: [1214, 1396, 1337, 1408]
article-paragraph: Miss Maud Cuney Hare, of Sheridan street, Jamaica Plains, who has suffered a prolonged illness, is now on the road to rapid recovery.: [450, 467, 669, 497]
section-head: TARRYTOWN BUSINESS LEAGUE FORMED.: [463, 713, 657, 723]
remington-line-1: Every merit that Remington Typewriters have always had.: [1311, 1915, 1643, 1931]
column-rule: [445, 15, 446, 2169]
article-paragraph: Mr. and Mrs. Robert Reed announce the marriage of their niece, Gertrude Stepheney, to Elton Allen, which took place on June 24.: [908, 15, 1127, 45]
straighten-hair-ad: [1137, 185, 1405, 569]
ford-title: Ford's Hair Pomade: [1162, 438, 1381, 467]
article-paragraph: The arrivals at Marguerite Cottage, Long Branch, N. J., are: Mr. Wm. Russell Johnson, Mr. and Mrs. H. J. De Passo, Miss Ophelia Harris, Mrs. Mabel Bowles.: [908, 422, 1127, 453]
lady-subtitle: and Mme Zarreta: [1501, 47, 1612, 64]
article-paragraph: Syracuse, N. Y., July 6.—A. L. Myers, Jr., will spend the summer in Albany, N. Y. All news of interest to the race will receive prompt attention being addressed to A. L. Myers, 31 Almond avenue.: [7, 1233, 211, 1274]
article-paragraph: In a petition to the Board of Education, a number of charges are made against the action of Assistant Superintendent Bruce, but on their face they are largely surplus of vitality. No names are signed to the petition nor are specific charges being made by what is known as "The Citizen's Association.": [7, 664, 211, 725]
article-paragraph: Atlantic City, N. J., July 6.—Mr. Henry H. Urquhart, of Paducah, Ky., has just left here for Montreal, Canada, representing the Urquhart improved reinforced brake shoe. The Canadian car builders saw fit about two years ago to recognize his invention as being the best brake shoe made at the present time and it is now being used quite extensively on the Canadian Railroad.: [679, 203, 898, 274]
lady-caption: Your Fortune Told by Hand, Cards and Crystal!: [1444, 264, 1669, 277]
article-paragraph: The announcement of the marriage of Winifred Allston, Esq., a rising young attorney of Boston, to Miss Lillian Watson, daughter of Mr. and Mrs. David A. Watson, of Detroit, Mich., has been received in this city. The event occurred on June 30 in Detroit, and Mr. and Mrs. Allston will reside in Jamaica Plains.: [450, 15, 669, 76]
notice-name-2: St.GERMAIN: [916, 998, 1120, 1036]
column-4: [679, 15, 898, 2169]
section-head: GUESTS AT HUNTINGTON.: [958, 322, 1077, 332]
cash-register-ad: [1137, 18, 1405, 178]
article-paragraph: Kansas City, July 5.—Mr. Chas. Overs, formerly of the Baltimore Hotel and recently of the Sexton Hotel, has accepted a position in the Grand Hotel at Macomac Island, Mich. He took a number of the best waiters with him.: [679, 760, 898, 801]
remington-name: Remington: [1320, 1832, 1652, 1910]
article-paragraph: Mr. James Henderson, U. S. N. paid our city a visit last week. Mrs. L. E. Knight, who is attending the Summer Normal at Hampton, spent the Fourth at home. Buck Roe Beach appears to have become popular, as quite a number of our young people spent their Fourth there.: [221, 127, 440, 177]
ford-testimonial: (Formerly known as Ozonized Ox Marrow) Fifty years of success has proved its merits. The use of Ford's Hair Pomade makes stubborn, harsh, kinky or curly hair straight, soft and glossy.: [1143, 407, 1399, 435]
article-paragraph: Syracuse, N. Y., July 6.—A. L. Myers, Jr., will spend the summer in Albany, N. Y. All news of interest to the race will receive prompt attention being addressed to A. L. Myers, 31 Almond avenue.: [7, 867, 211, 907]
article-paragraph: Boston, July 6.—The grasp which the personality of Dr. Booker T. Washington has upon the hearts of the people of Boston was most genuinely demonstrated last week during the closing exercises of the public schools at the Lyman Grammar School. Several of the pupils quoted extracts from his speeches and by the choice of the graduating class he is numbered among the greatest eight men America has produced.: [221, 411, 440, 492]
article-paragraph: In a petition to the Board of Education, a number of charges are made against the action of Assistant Superintendent Bruce, but on their face they are largely surplus of vitality. No names are signed to the petition nor are specific charges being made by what is known as "The Citizen's Association.": [7, 985, 211, 1046]
typewriter-image: [1383, 1446, 1697, 1829]
article-paragraph: Atlantic City, N. J., July 6.—Mr. Henry H. Urquhart, of Paducah, Ky., has just left here for Montreal, Canada, representing the Urquhart improved reinforced brake shoe. The Canadian car builders saw fit about two years ago to recognize his invention as being the best brake shoe made at the present time and it is now being used quite extensively on the Canadian Railroad.: [679, 968, 898, 1039]
article-paragraph: Mr. Keaton has returned from Philadelphia.: [687, 15, 841, 24]
portrait-image: [908, 1117, 1000, 1371]
lady-tag: CLAIRVOYANTS: [1469, 68, 1643, 86]
remington-line-2: Every merit that any typewriter has ever had.: [1349, 1932, 1606, 1948]
article-paragraph: Boston, July 6.—The grasp which the personality of Dr. Booker T. Washington has upon the hearts of the people of Boston was most genuinely demonstrated last week during the closing exercises of the public schools at the Lyman Grammar School. Several of the pupils quoted extracts from his speeches and by the choice of the graduating class he is numbered among the greatest eight men America has produced.: [221, 581, 440, 662]
article-paragraph: Miss Maud Cuney Hare, of Sheridan street, Jamaica Plains, who has suffered a prolonged illness, is now on the road to rapid recovery.: [450, 113, 669, 144]
column-5: [908, 15, 1127, 935]
article-paragraph: South Norwalk, and another Miss Maria Dyoma, the singer of New York.: [221, 15, 440, 35]
article-paragraph: The arrivals at Marguerite Cottage, Long Branch, N. J., are: Mr. Wm. Russell Johnson, Mr. and Mrs. H. J. De Passo, Miss Ophelia Harris, Mrs. Mabel Bowles.: [908, 388, 1127, 418]
woman-portrait-image: [1143, 191, 1399, 316]
